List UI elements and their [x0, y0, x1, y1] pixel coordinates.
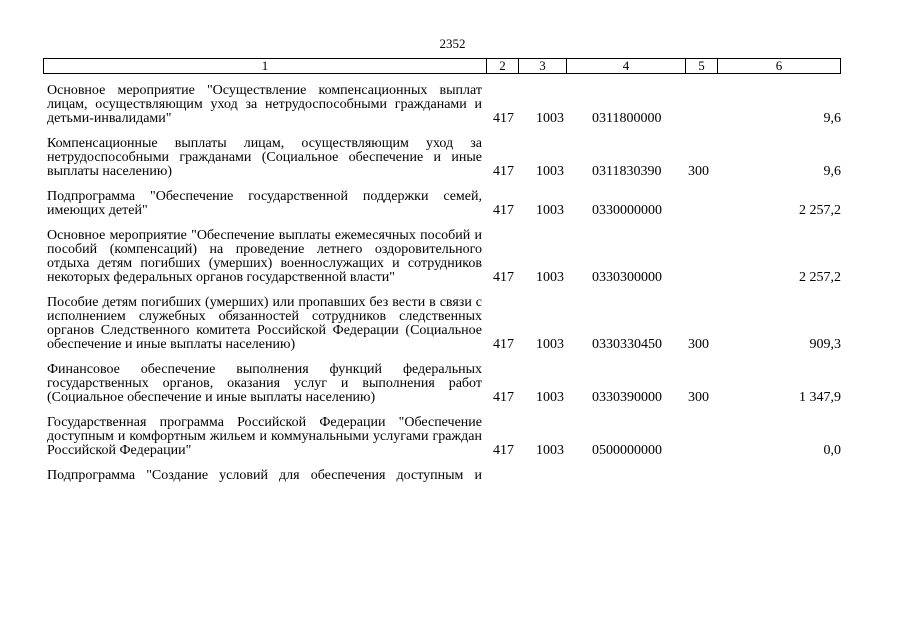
- table-row: [47, 416, 843, 458]
- row-name: Пособие детям погибших (умерших) или пропавших без вести в связи с исполнением служебных обязанностей сотрудников следственных органов Следственного комитета Российской Федерации (Социальное обеспечение и иные выплаты населению): [47, 295, 482, 352]
- row-ved: 417: [493, 270, 514, 285]
- row-csr: 0330300000: [592, 270, 662, 285]
- row-sum: 1 347,9: [799, 390, 841, 405]
- table-row: [47, 296, 843, 352]
- row-ved: 417: [493, 443, 514, 458]
- row-csr: 0330390000: [592, 390, 662, 405]
- row-sum: 2 257,2: [799, 270, 841, 285]
- table-row: [47, 190, 843, 218]
- row-name: Государственная программа Российской Федерации "Обеспечение доступным и комфортным жильем и коммунальными услугами граждан Российской Федерации": [47, 415, 482, 458]
- row-rzpr: 1003: [536, 203, 564, 218]
- row-name: Компенсационные выплаты лицам, осуществляющим уход за нетрудоспособными гражданами (Социальное обеспечение и иные выплаты населению): [47, 136, 482, 179]
- row-ved: 417: [493, 203, 514, 218]
- row-csr: 0311830390: [592, 164, 662, 179]
- row-ved: 417: [493, 164, 514, 179]
- row-rzpr: 1003: [536, 337, 564, 352]
- table-header: [43, 58, 841, 74]
- header-col-6: 6: [775, 58, 783, 73]
- row-sum: 9,6: [823, 111, 841, 126]
- header-col-5: 5: [686, 59, 718, 73]
- row-rzpr: 1003: [536, 270, 564, 285]
- row-name: Финансовое обеспечение выполнения функций федеральных государственных органов, оказания услуг и выполнения работ (Социальное обеспечение и иные выплаты населению): [47, 362, 482, 405]
- row-sum: 9,6: [823, 164, 841, 179]
- row-rzpr: 1003: [536, 164, 564, 179]
- row-rzpr: 1003: [536, 390, 564, 405]
- row-csr: 0330330450: [592, 337, 662, 352]
- table-row: [47, 229, 843, 285]
- row-vr: 300: [688, 390, 709, 405]
- row-ved: 417: [493, 337, 514, 352]
- row-sum: 909,3: [809, 337, 841, 352]
- row-vr: 300: [688, 337, 709, 352]
- row-ved: 417: [493, 111, 514, 126]
- row-vr: 300: [688, 164, 709, 179]
- row-name: Подпрограмма "Создание условий для обеспечения доступным и: [47, 468, 482, 483]
- row-sum: 0,0: [823, 443, 841, 458]
- table-row: [47, 137, 843, 179]
- table-row: [47, 84, 843, 126]
- row-name: Основное мероприятие "Обеспечение выплаты ежемесячных пособий и пособий (компенсаций) на проведение летнего оздоровительного отдыха детям погибших (умерших) военнослужащих и сотрудников некоторых федеральных органов государственной власти": [47, 228, 482, 285]
- header-col-4: 4: [567, 59, 686, 73]
- row-csr: 0330000000: [592, 203, 662, 218]
- header-col-2: 2: [487, 59, 519, 73]
- row-rzpr: 1003: [536, 443, 564, 458]
- row-csr: 0500000000: [592, 443, 662, 458]
- page-number: 2352: [439, 36, 466, 51]
- row-ved: 417: [493, 390, 514, 405]
- row-sum: 2 257,2: [799, 203, 841, 218]
- table-body: [47, 84, 843, 494]
- row-name: Основное мероприятие "Осуществление компенсационных выплат лицам, осуществляющим уход за нетрудоспособными гражданами и детьми-инвалидами": [47, 83, 482, 126]
- row-csr: 0311800000: [592, 111, 662, 126]
- header-col-1: 1: [44, 59, 487, 73]
- header-col-3: 3: [519, 59, 567, 73]
- table-row: [47, 363, 843, 405]
- table-row: [47, 469, 843, 483]
- row-rzpr: 1003: [536, 111, 564, 126]
- row-name: Подпрограмма "Обеспечение государственной поддержки семей, имеющих детей": [47, 189, 482, 218]
